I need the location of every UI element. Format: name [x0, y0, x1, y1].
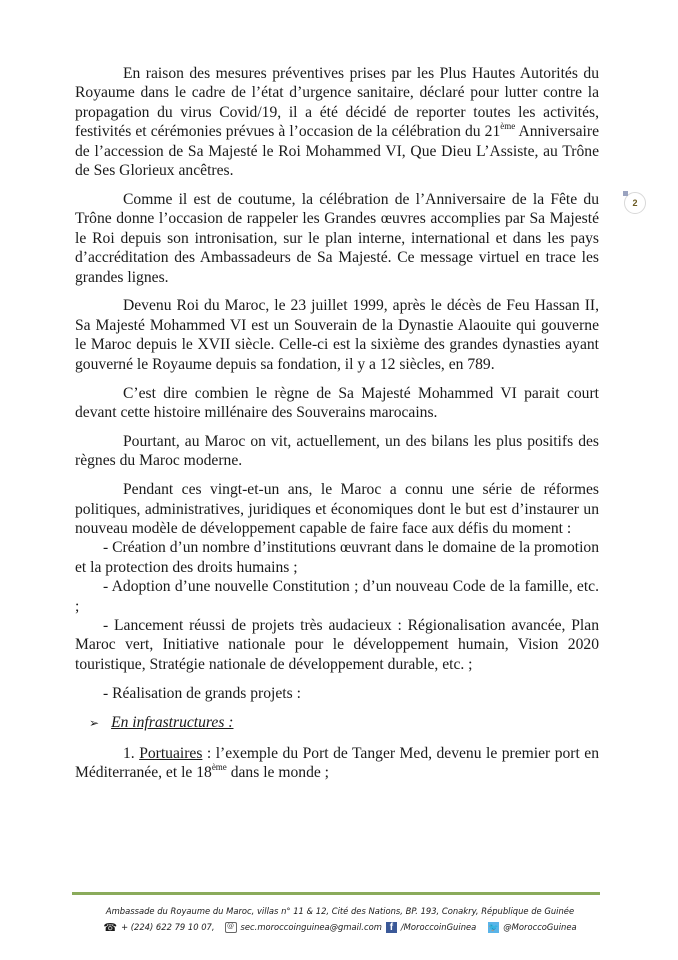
ordinal-superscript: ème — [211, 761, 227, 772]
facebook-icon: f — [386, 922, 397, 933]
reform-item-constitution: - Adoption d’une nouvelle Constitution ; d’un nouveau Code de la famille, etc. ; — [75, 578, 599, 615]
paragraph-assessment: Pourtant, au Maroc on vit, actuellement, un des bilans les plus positifs des règnes du Maroc moderne. — [75, 432, 599, 470]
footer-email[interactable]: sec.moroccoinguinea@gmail.com — [240, 922, 382, 932]
paragraph-reforms: Pendant ces vingt-et-un ans, le Maroc a connu une série de réformes politiques, administratives, juridiques et économiques dont le but est d’instaurer un nouveau modèle de développement capable de faire face aux défis du moment : — [75, 481, 599, 538]
arrow-bullet-icon: ➢ — [89, 716, 100, 731]
reform-item-projects: - Lancement réussi de projets très audacieux : Régionalisation avancée, Plan Maroc vert, Initiative nationale pour le développement humain, Vision 2020 touristique, Stratégie nationale de développement durable, etc. ; — [75, 617, 599, 673]
paragraph-text: Anniversaire de l’accession de Sa Majesté le Roi Mohammed VI, Que Dieu L’Assiste, au Trône de Ses Glorieux ancêtres. — [75, 123, 600, 180]
footer-facebook[interactable]: /MoroccoinGuinea — [400, 922, 477, 932]
item-label: Portuaires — [139, 744, 203, 762]
paragraph-reign: C’est dire combien le règne de Sa Majesté Mohammed VI parait court devant cette histoire millénaire des Souverains marocains. — [75, 384, 599, 421]
paragraph-throne-day: Comme il est de coutume, la célébration de l’Anniversaire de la Fête du Trône donne l’occasion de rappeler les Grandes œuvres accomplies par Sa Majesté le Roi depuis son intronisation, sur le plan interne, international et dans les pays d’accréditation des Ambassadeurs de Sa Majesté. Ce message virtuel en trace les grandes lignes. — [75, 190, 599, 286]
section-heading-label: En infrastructures : — [111, 714, 234, 732]
paragraph-intro — [75, 64, 599, 180]
document-body — [75, 64, 599, 792]
page-number: 2 — [632, 198, 638, 208]
twitter-icon: 🐦 — [488, 922, 499, 932]
ordinal-superscript: ème — [500, 121, 516, 132]
reform-item-institutions: - Création d’un nombre d’institutions œuvrant dans le domaine de la promotion et la protection des droits humains ; — [75, 539, 599, 576]
item-number: 1. — [123, 744, 140, 762]
footer-contacts — [60, 919, 620, 935]
projects-intro: - Réalisation de grands projets : — [103, 684, 301, 702]
email-icon: @ — [225, 922, 237, 933]
footer-address: Ambassade du Royaume du Maroc, villas n° 11 & 12, Cité des Nations, BP. 193, Conakry, République de Guinée — [105, 906, 575, 916]
paragraph-text: En raison des mesures préventives prises par les Plus Hautes Autorités du Royaume dans le cadre de l’état d’urgence sanitaire, déclaré pour lutter contre la propagation du virus Covid/19, il a été décidé de reporter toutes les activités, festivités et cérémonies prévues à l’occasion de la célébration du 21 — [75, 65, 599, 141]
item-text: : l’exemple du Port de Tanger Med, devenu le premier port en Méditerranée, et le 18 — [75, 744, 600, 781]
item-ports — [75, 744, 599, 783]
item-text: dans le monde ; — [226, 764, 330, 781]
footer-phone: + (224) 622 79 10 07, — [121, 922, 215, 932]
footer-divider — [72, 892, 600, 895]
footer-twitter[interactable]: @MoroccoGuinea — [503, 922, 577, 932]
footer — [60, 903, 620, 935]
phone-icon: ☎ — [103, 920, 118, 934]
section-heading-infrastructure — [75, 713, 599, 733]
page-number-badge — [624, 192, 646, 214]
paragraph-dynasty: Devenu Roi du Maroc, le 23 juillet 1999, après le décès de Feu Hassan II, Sa Majesté Mohammed VI est un Souverain de la Dynastie Alaouite qui gouverne le Maroc depuis le XVII siècle. Celle-ci est la sixième des grandes dynasties ayant gouverné le Royaume depuis sa fondation, il y a 12 siècles, en 789. — [75, 297, 599, 373]
